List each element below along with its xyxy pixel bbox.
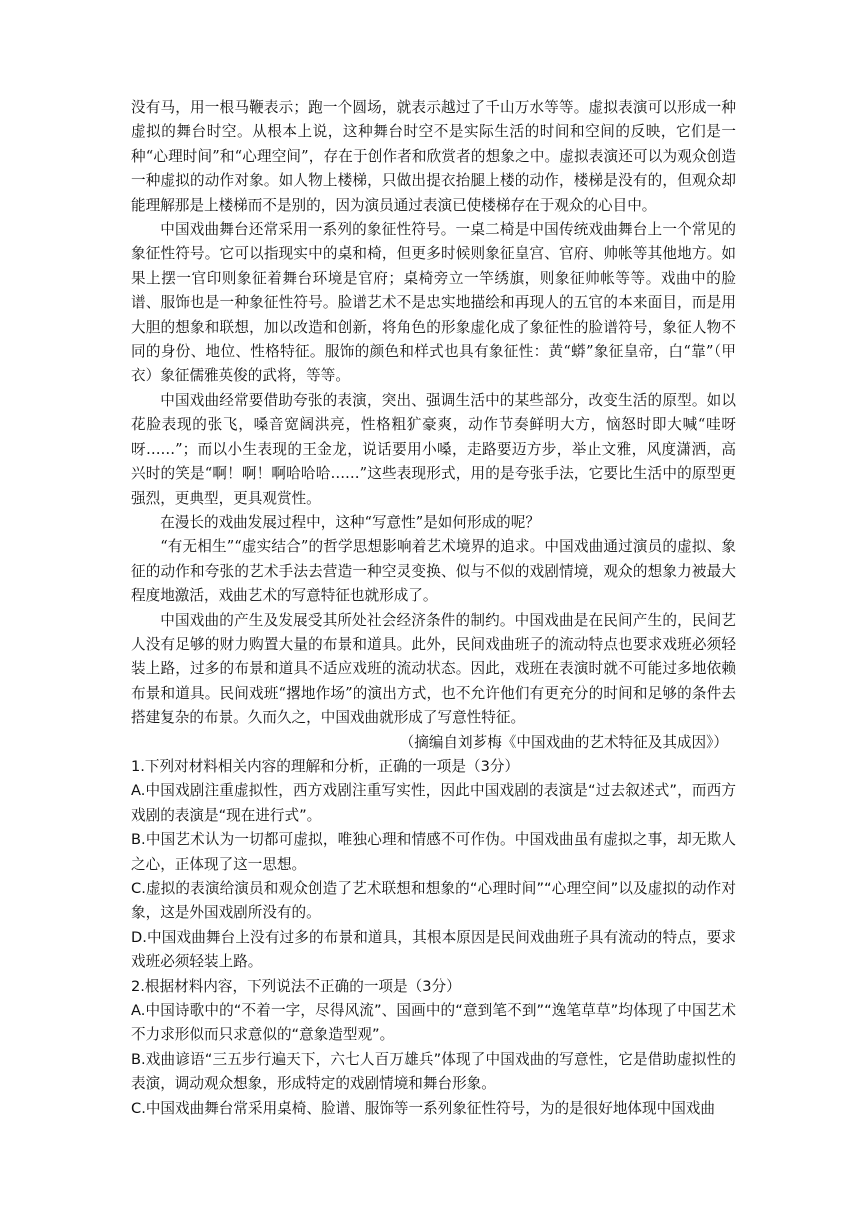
article-paragraph: 在漫长的戏曲发展过程中，这种“写意性”是如何形成的呢？	[160, 513, 540, 531]
article-paragraph: 中国戏曲经常要借助夸张的表演，突出、强调生活中的某些部分，改变生活的原型。如以花脸表现的张飞，嗓音宽阔洪亮，性格粗犷豪爽，动作节奏鲜明大方，恼怒时即大喊“哇呀呀……”；而以小生表现的王金龙，说话要用小嗓，走路要迈方步，举止文雅，风度潇洒，高兴时的笑是“啊！啊！啊哈哈哈……”这些表现形式，用的是夸张手法，它要比生活中的原型更强烈，更典型，更具观赏性。	[131, 391, 736, 507]
question-stem: 1.下列对材料相关内容的理解和分析，正确的一项是（3分）	[131, 757, 520, 775]
option-b: B.戏曲谚语“三五步行遍天下，六七人百万雄兵”体现了中国戏曲的写意性，它是借助虚拟性的表演，调动观众想象，形成特定的戏剧情境和舞台形象。	[131, 1050, 736, 1093]
option-b: B.中国艺术认为一切都可虚拟，唯独心理和情感不可作伪。中国戏曲虽有虚拟之事，却无欺人之心，正体现了这一思想。	[131, 831, 736, 873]
option-c: C.中国戏曲舞台常采用桌椅、脸谱、服饰等一系列象征性符号，为的是很好地体现中国戏曲	[131, 1099, 715, 1117]
question-2	[131, 975, 736, 1121]
option-a: A.中国戏剧注重虚拟性，西方戏剧注重写实性，因此中国戏剧的表演是“过去叙述式”，而西方戏剧的表演是“现在进行式”。	[131, 782, 736, 824]
article-paragraph: 中国戏曲舞台还常采用一系列的象征性符号。一桌二椅是中国传统戏曲舞台上一个常见的象征性符号。它可以指现实中的桌和椅，但更多时候则象征皇宫、官府、帅帐等其他地方。如果上摆一官印则象征着舞台环境是官府；桌椅旁立一竿绣旗，则象征帅帐等等。戏曲中的脸谱、服饰也是一种象征性符号。脸谱艺术不是忠实地描绘和再现人的五官的本来面目，而是用大胆的想象和联想，加以改造和创新，将角色的形象虚化成了象征性的脸谱符号，象征人物不同的身份、地位、性格特征。服饰的颜色和样式也具有象征性：黄“蟒”象征皇帝，白“靠”（甲衣）象征儒雅英俊的武将，等等。	[131, 221, 736, 385]
option-d: D.中国戏曲舞台上没有过多的布景和道具，其根本原因是民间戏曲班子具有流动的特点，要求戏班必须轻装上路。	[131, 928, 736, 971]
question-1	[131, 755, 736, 975]
article-paragraph: 中国戏曲的产生及发展受其所处社会经济条件的制约。中国戏曲是在民间产生的，民间艺人没有足够的财力购置大量的布景和道具。此外，民间戏曲班子的流动特点也要求戏班必须轻装上路，过多的布景和道具不适应戏班的流动状态。因此，戏班在表演时就不可能过多地依赖布景和道具。民间戏班“撂地作场”的演出方式，也不允许他们有更充分的时间和足够的条件去搭建复杂的布景。久而久之，中国戏曲就形成了写意性特征。	[131, 611, 736, 727]
article-paragraph: 没有马，用一根马鞭表示；跑一个圆场，就表示越过了千山万水等等。虚拟表演可以形成一种虚拟的舞台时空。从根本上说，这种舞台时空不是实际生活的时间和空间的反映，它们是一种“心理时间”和“心理空间”，存在于创作者和欣赏者的想象之中。虚拟表演还可以为观众创造一种虚拟的动作对象。如人物上楼梯，只做出提衣抬腿上楼的动作，楼梯是没有的，但观众却能理解那是上楼梯而不是别的，因为演员通过表演已使楼梯存在于观众的心目中。	[131, 99, 736, 214]
option-c: C.虚拟的表演给演员和观众创造了艺术联想和想象的“心理时间”“心理空间”以及虚拟的动作对象，这是外国戏剧所没有的。	[131, 880, 736, 922]
article-paragraph: “有无相生”“虚实结合”的哲学思想影响着艺术境界的追求。中国戏曲通过演员的虚拟、象征的动作和夸张的艺术手法去营造一种空灵变换、似与不似的戏剧情境，观众的想象力被最大程度地激活，戏曲艺术的写意特征也就形成了。	[131, 538, 736, 605]
option-a: A.中国诗歌中的“不着一字，尽得风流”、国画中的“意到笔不到”“逸笔草草”均体现了中国艺术不力求形似而只求意似的“意象造型观”。	[131, 1002, 736, 1044]
source-citation: （摘编自刘芗梅《中国戏曲的艺术特征及其成因》）	[399, 733, 728, 751]
question-stem: 2.根据材料内容，下列说法不正确的一项是（3分）	[131, 977, 461, 995]
